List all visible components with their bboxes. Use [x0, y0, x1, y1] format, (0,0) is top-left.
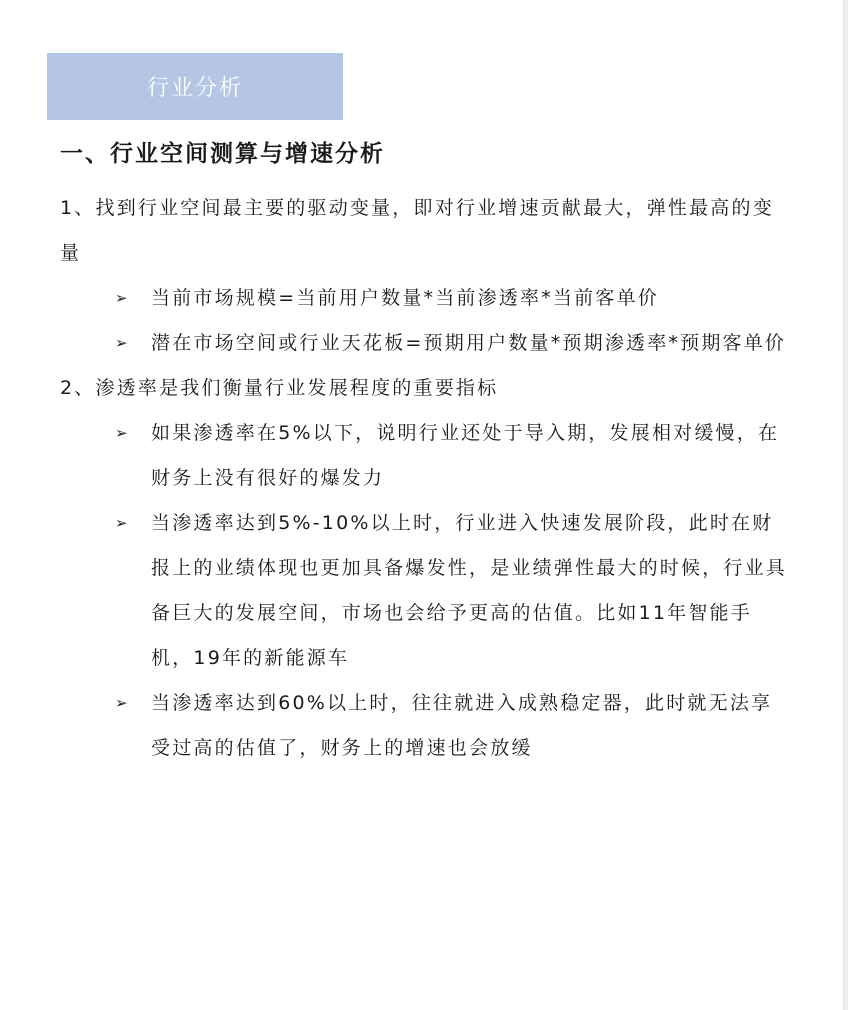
arrow-bullet-icon: ➢ — [115, 289, 130, 307]
page-edge — [843, 0, 848, 1010]
section-heading: 一、行业空间测算与增速分析 — [60, 141, 385, 167]
bullet-item — [115, 411, 790, 501]
point-2-bullets — [60, 411, 790, 771]
bullet-text: 当前市场规模=当前用户数量*当前渗透率*当前客单价 — [151, 287, 659, 309]
arrow-bullet-icon: ➢ — [115, 424, 130, 442]
point-1-text: 1、找到行业空间最主要的驱动变量，即对行业增速贡献最大，弹性最高的变量 — [60, 197, 774, 264]
document-body — [60, 136, 790, 771]
section-banner-title: 行业分析 — [146, 76, 243, 101]
bullet-item — [115, 321, 790, 366]
bullet-item — [115, 276, 790, 321]
bullet-text: 如果渗透率在5%以下，说明行业还处于导入期，发展相对缓慢，在财务上没有很好的爆发力 — [151, 422, 780, 489]
section-banner — [47, 53, 343, 120]
bullet-item — [115, 681, 790, 771]
arrow-bullet-icon: ➢ — [115, 514, 130, 532]
bullet-item — [115, 501, 790, 681]
bullet-text: 当渗透率达到60%以上时，往往就进入成熟稳定器，此时就无法享受过高的估值了，财务上的增速也会放缓 — [151, 692, 773, 759]
arrow-bullet-icon: ➢ — [115, 334, 130, 352]
arrow-bullet-icon: ➢ — [115, 694, 130, 712]
point-1-bullets — [60, 276, 790, 366]
point-2-text: 2、渗透率是我们衡量行业发展程度的重要指标 — [60, 377, 499, 399]
bullet-text: 当渗透率达到5%-10%以上时，行业进入快速发展阶段，此时在财报上的业绩体现也更加具备爆发性，是业绩弹性最大的时候，行业具备巨大的发展空间，市场也会给予更高的估值。比如11年智能手机，19年的新能源车 — [151, 512, 788, 669]
bullet-text: 潜在市场空间或行业天花板=预期用户数量*预期渗透率*预期客单价 — [151, 332, 787, 354]
